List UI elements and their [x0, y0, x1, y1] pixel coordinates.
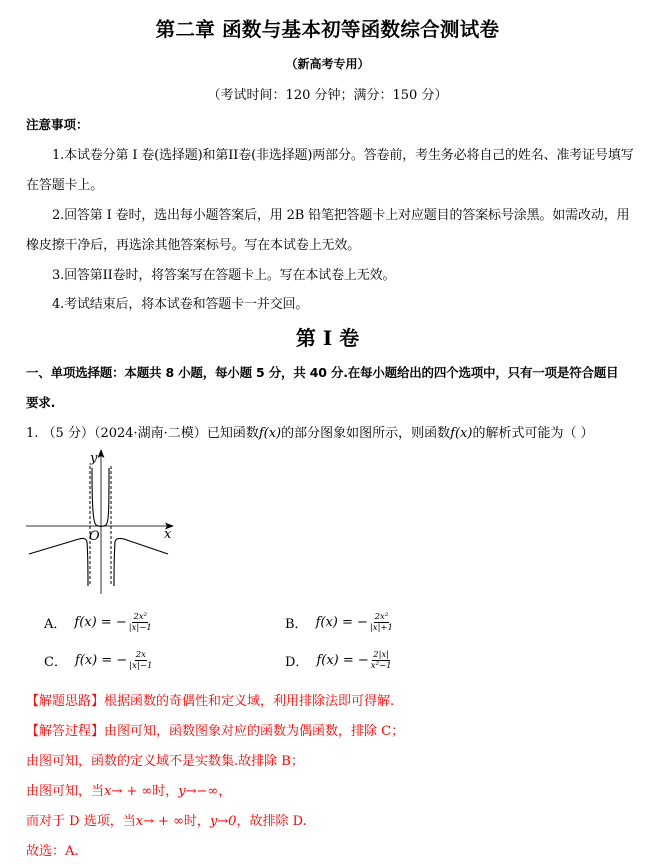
- solution-line-5-c: 时，: [183, 814, 210, 829]
- page-subtitle: （新高考专用）: [285, 57, 370, 71]
- solution-line-5-result: y→0: [209, 814, 237, 829]
- option-b-lhs: f(x) = −: [315, 615, 368, 630]
- note-item-3: 3.回答第II卷时，将答案写在答题卡上。写在本试卷上无效。: [52, 268, 396, 283]
- solution-line-4-e: ，: [218, 784, 232, 799]
- page-title: 第二章 函数与基本初等函数综合测试卷: [155, 18, 500, 41]
- note-item-2-line2: 橡皮擦干净后，再选涂其他答案标号。写在本试卷上无效。: [26, 238, 361, 253]
- option-c-denominator: |x|−1: [129, 661, 153, 671]
- note-item-1-line1: 1.本试卷分第 I 卷(选择题)和第II卷(非选择题)两部分。答卷前，考生务必将自己的姓名、准考证号填写: [52, 148, 634, 163]
- option-b-denominator: |x|+1: [369, 623, 393, 633]
- option-b[interactable]: [285, 612, 394, 633]
- curve-right: [114, 538, 168, 586]
- option-d-numerator: 2|x|: [373, 650, 390, 660]
- curve-left: [29, 538, 88, 586]
- origin-label: O: [89, 529, 100, 544]
- question-number: 1.: [26, 426, 39, 441]
- option-d-denominator: x²−1: [370, 661, 392, 671]
- option-a-fraction: [128, 612, 153, 633]
- question-text-b: 的部分图象如图所示，则函数: [281, 426, 451, 441]
- solution-process: [26, 720, 404, 739]
- option-a[interactable]: [44, 612, 153, 633]
- question-score: （5 分）: [42, 426, 94, 441]
- section-desc-line2: 要求.: [26, 395, 56, 410]
- solution-idea-label: 【解题思路】: [26, 694, 105, 709]
- solution-line-4-a: 由图可知，当: [26, 784, 105, 799]
- notes-heading: 注意事项：: [26, 117, 89, 132]
- solution-line-5-a: 而对于 D 选项，当: [26, 814, 136, 829]
- option-c[interactable]: [44, 650, 153, 671]
- option-d[interactable]: [285, 650, 393, 671]
- note-item-1-line2: 在答题卡上。: [26, 178, 104, 193]
- option-a-letter: A．: [44, 617, 67, 632]
- option-d-fraction: [370, 650, 393, 671]
- solution-line-5-e: ，故排除 D.: [236, 814, 307, 829]
- option-a-denominator: |x|−1: [128, 623, 152, 633]
- question-source: （2024·湖南·二模）: [93, 426, 207, 441]
- section-desc-line1: 一、单项选择题：本题共 8 小题，每小题 5 分，共 40 分.在每小题给出的四个选项中，只有一项是符合题目: [26, 365, 619, 380]
- option-d-lhs: f(x) = −: [316, 653, 369, 668]
- option-a-numerator: 2x²: [133, 612, 148, 622]
- solution-line-4-c: 时，: [152, 784, 179, 799]
- option-a-lhs: f(x) = −: [74, 615, 127, 630]
- y-axis-label: y: [90, 451, 98, 466]
- function-graph: [24, 446, 176, 596]
- option-b-letter: B．: [285, 617, 308, 632]
- solution-idea-text: 根据函数的奇偶性和定义域，利用排除法即可得解.: [104, 694, 395, 709]
- option-c-letter: C．: [44, 655, 67, 670]
- solution-line-4-result: y→−∞: [178, 784, 219, 799]
- note-item-4: 4.考试结束后，将本试卷和答题卡一并交回。: [52, 297, 309, 312]
- option-b-numerator: 2x²: [374, 612, 389, 622]
- question-text-c: 的解析式可能为（ ）: [472, 426, 594, 441]
- option-b-fraction: [369, 612, 394, 633]
- solution-line-5-limit: x→ + ∞: [135, 814, 184, 829]
- solution-line-5: [26, 810, 307, 829]
- option-c-numerator: 2x: [135, 650, 146, 660]
- question-1-stem: [26, 422, 594, 441]
- solution-line-3: 由图可知，函数的定义域不是实数集.故排除 B；: [26, 754, 304, 769]
- solution-line-4: [26, 780, 231, 799]
- section-title: 第 I 卷: [295, 326, 360, 350]
- solution-process-text: 由图可知，函数图象对应的函数为偶函数，排除 C；: [104, 724, 405, 739]
- fx-symbol-2: f(x): [450, 426, 473, 441]
- solution-process-label: 【解答过程】: [26, 724, 105, 739]
- exam-info: （考试时间：120 分钟；满分：150 分）: [207, 88, 448, 103]
- option-c-fraction: [128, 650, 153, 671]
- question-text-a: 已知函数: [206, 426, 259, 441]
- note-item-2-line1: 2.回答第 I 卷时，选出每小题答案后，用 2B 铅笔把答题卡上对应题目的答案标号涂黑。如需改动，用: [52, 208, 630, 223]
- solution-line-4-limit: x→ + ∞: [104, 784, 153, 799]
- option-d-letter: D．: [285, 655, 309, 670]
- solution-answer: 故选：A.: [26, 844, 79, 859]
- fx-symbol: f(x): [258, 426, 282, 441]
- solution-idea: [26, 690, 394, 709]
- x-axis-label: x: [164, 527, 172, 542]
- option-c-lhs: f(x) = −: [74, 653, 128, 668]
